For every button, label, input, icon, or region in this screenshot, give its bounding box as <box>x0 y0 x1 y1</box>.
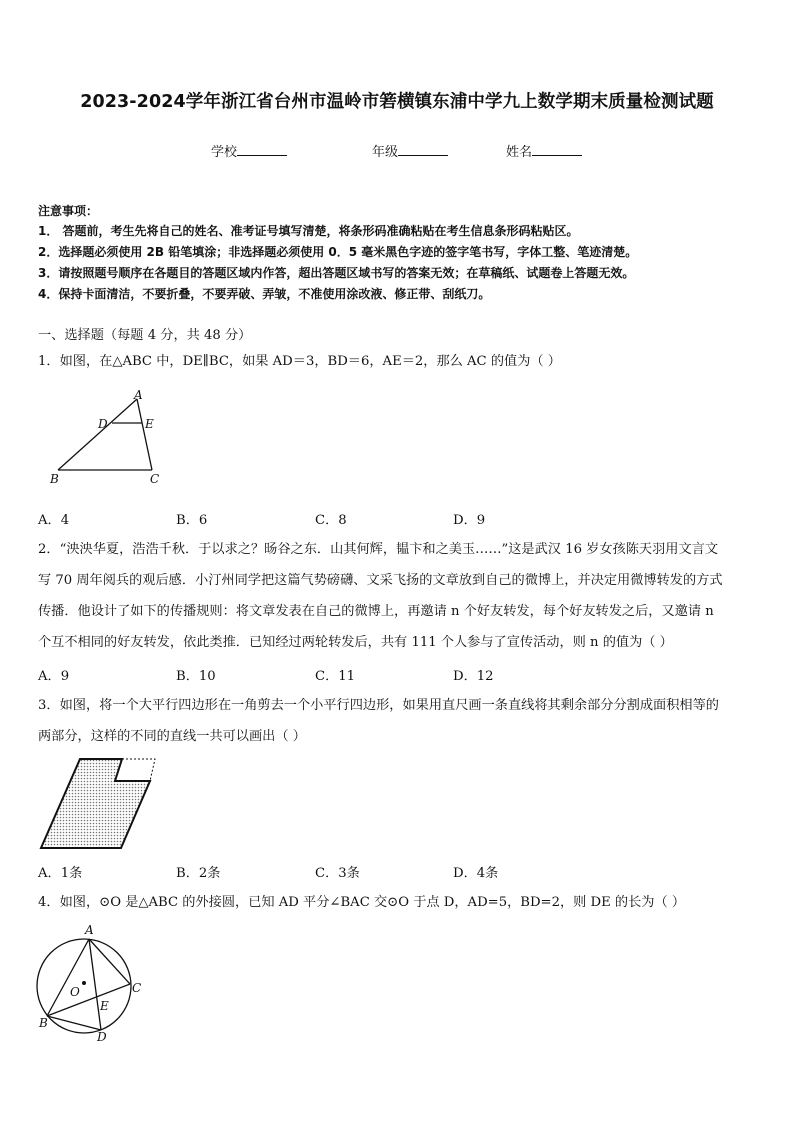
school-label: 学校 <box>211 145 238 160</box>
q1-option-c: C．8 <box>315 513 347 528</box>
remaining-shape <box>41 759 150 848</box>
center-point <box>82 981 86 985</box>
label-c: C <box>132 981 142 995</box>
name-field <box>506 141 582 160</box>
school-field <box>211 141 287 160</box>
question-4-text: 4．如图，⊙O 是△ABC 的外接圆，已知 AD 平分∠BAC 交⊙O 于点 D，AD=5，BD=2，则 DE 的长为（ ） <box>38 895 686 910</box>
q3-option-b: B．2条 <box>176 866 221 881</box>
q3-option-d: D．4条 <box>453 866 499 881</box>
question-1-text: 1．如图，在△ABC 中，DE∥BC，如果 AD＝3，BD＝6，AE＝2，那么 AC 的值为（ ） <box>38 354 561 369</box>
q3-option-a: A．1条 <box>38 866 83 881</box>
question-3-line: 两部分，这样的不同的直线一共可以画出（ ） <box>38 729 306 744</box>
circle-o <box>37 939 131 1033</box>
label-c: C <box>150 472 160 486</box>
question-2-line: 个互不相同的好友转发，依此类推．已知经过两轮转发后，共有 111 个人参与了宣传活动，则 n 的值为（ ） <box>38 635 673 650</box>
label-e: E <box>145 417 154 431</box>
notes-heading: 注意事项： <box>38 204 99 218</box>
side-ab <box>58 399 137 470</box>
q3-option-c: C．3条 <box>315 866 360 881</box>
label-d: D <box>98 417 108 431</box>
grade-blank <box>398 143 448 156</box>
note-item: 3．请按照题号顺序在各题目的答题区域内作答，超出答题区域书写的答案无效；在草稿纸、试题卷上答题无效。 <box>38 266 635 280</box>
label-a: A <box>134 388 143 402</box>
side-ac <box>137 399 152 470</box>
label-a: A <box>85 923 94 937</box>
q1-option-d: D．9 <box>453 513 486 528</box>
grade-label: 年级 <box>372 145 399 160</box>
chord-ad <box>89 939 101 1030</box>
q4-circle-figure <box>30 920 154 1042</box>
note-item: 4．保持卡面清洁，不要折叠，不要弄破、弄皱，不准使用涂改液、修正带、刮纸刀。 <box>38 287 491 301</box>
cut-corner-dashed <box>122 759 155 781</box>
section-heading: 一、选择题（每题 4 分，共 48 分） <box>38 328 252 343</box>
school-blank <box>237 143 287 156</box>
q2-option-a: A．9 <box>38 669 70 684</box>
page-title: 2023-2024学年浙江省台州市温岭市箬横镇东浦中学九上数学期末质量检测试题 <box>80 92 714 112</box>
label-e: E <box>100 999 109 1013</box>
note-item: 1． 答题前，考生先将自己的姓名、准考证号填写清楚，将条形码准确粘贴在考生信息条形码粘贴区。 <box>38 224 579 238</box>
name-blank <box>532 143 582 156</box>
q2-option-d: D．12 <box>453 669 494 684</box>
label-d: D <box>97 1030 107 1042</box>
label-b: B <box>39 1016 48 1030</box>
question-2-line: 2．“泱泱华夏，浩浩千秋．于以求之？旸谷之东．山其何辉，韫卞和之美玉……”这是武汉 16 岁女孩陈天羽用文言文 <box>38 542 719 557</box>
chord-bc <box>47 984 130 1016</box>
q2-option-c: C．11 <box>315 669 356 684</box>
q1-option-b: B．6 <box>176 513 208 528</box>
label-o: O <box>70 985 80 999</box>
q1-triangle-figure <box>44 386 174 492</box>
q1-option-a: A．4 <box>38 513 70 528</box>
grade-field <box>372 141 448 160</box>
question-3-line: 3．如图，将一个大平行四边形在一角剪去一个小平行四边形，如果用直尺画一条直线将其剩余部分分割成面积相等的 <box>38 698 719 713</box>
q3-parallelogram-figure <box>38 756 162 854</box>
name-label: 姓名 <box>506 145 533 160</box>
label-b: B <box>50 472 59 486</box>
question-2-line: 写 70 周年阅兵的观后感．小汀州同学把这篇气势磅礴、文采飞扬的文章放到自己的微博上，并决定用微博转发的方式 <box>38 573 723 588</box>
note-item: 2．选择题必须使用 2B 铅笔填涂；非选择题必须使用 0．5 毫米黑色字迹的签字笔书写，字体工整、笔迹清楚。 <box>38 245 638 259</box>
question-2-line: 传播．他设计了如下的传播规则：将文章发表在自己的微博上，再邀请 n 个好友转发，每个好友转发之后，又邀请 n <box>38 604 714 619</box>
q2-option-b: B．10 <box>176 669 216 684</box>
